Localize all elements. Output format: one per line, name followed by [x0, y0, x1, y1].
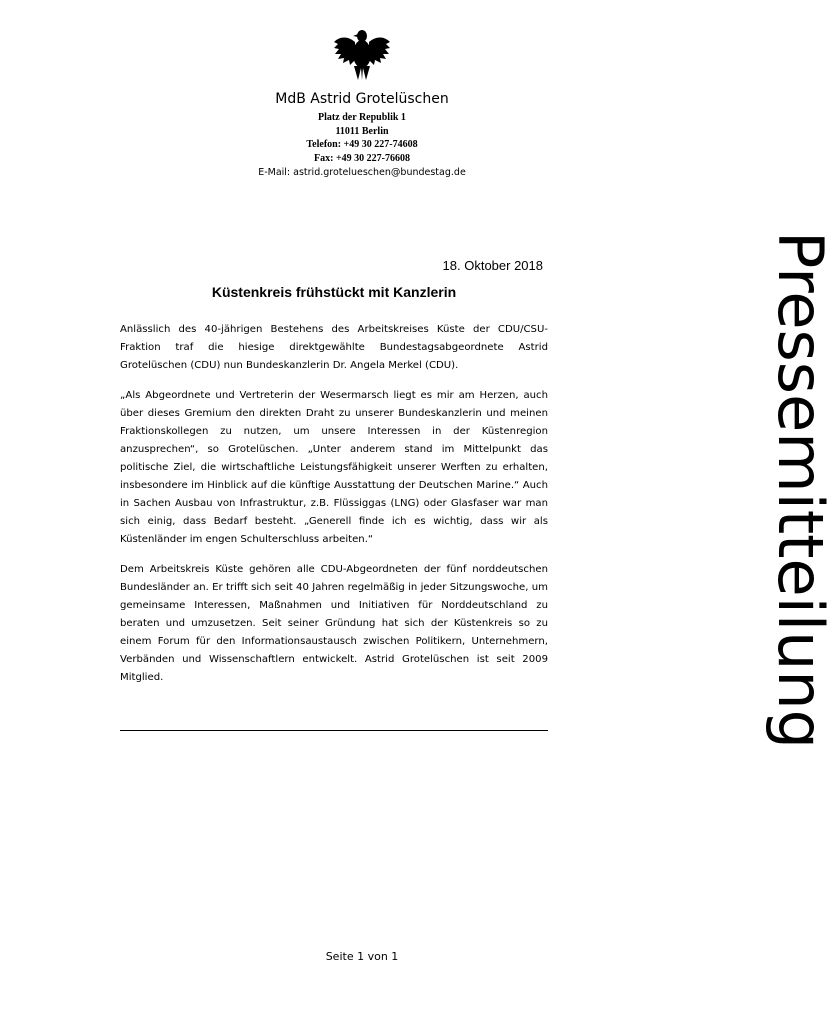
headline: Küstenkreis frühstückt mit Kanzlerin: [211, 284, 457, 300]
sender-address-block: [200, 90, 524, 180]
sender-street: Platz der Republik 1: [318, 112, 406, 123]
paragraph: Dem Arbeitskreis Küste gehören alle CDU-Abgeordneten der fünf norddeutschen Bundesländer an. Er trifft sich seit 40 Jahren regelmäßig in jeder Sitzungswoche, um gemeinsame Interessen, Maßnahmen und Initiativen für Norddeutschland zu beraten und umzusetzen. Seit seiner Gründung hat sich der Küstenkreis so zu einem Forum für den Informationsaustausch zwischen Politikern, Unternehmern, Verbänden und Wissenschaftlern entwickelt. Astrid Grotelüschen ist seit 2009 Mitglied.: [120, 564, 548, 683]
sender-fax: Fax: +49 30 227-76608: [314, 152, 410, 164]
sender-name: MdB Astrid Grotelüschen: [275, 91, 449, 107]
press-release-body: [120, 321, 548, 699]
divider-line: [120, 730, 548, 731]
release-date: 18. Oktober 2018: [442, 258, 543, 273]
sender-email[interactable]: E-Mail: astrid.grotelueschen@bundestag.de: [258, 167, 466, 178]
page-number: Seite 1 von 1: [325, 950, 399, 963]
paragraph: „Als Abgeordnete und Vertreterin der Wesermarsch liegt es mir am Herzen, auch über dieses Gremium den direkten Draht zu unserer Bundeskanzlerin und meinen Fraktionskollegen zu nutzen, um unsere Interessen in der Küstenregion anzusprechen“, so Grotelüschen. „Unter anderem stand im Mittelpunkt das politische Ziel, die wirtschaftliche Leistungsfähigkeit unserer Werften zu erhalten, insbesondere im Hinblick auf die künftige Ausstattung der Deutschen Marine.“ Auch in Sachen Ausbau von Infrastruktur, z.B. Flüssiggas (LNG) oder Glasfaser war man sich einig, dass Bedarf besteht. „Generell finde ich es wichtig, dass wir als Küstenländer im engen Schulterschluss arbeiten.“: [120, 390, 548, 545]
federal-eagle-logo: [332, 22, 392, 82]
paragraph: Anlässlich des 40-jährigen Bestehens des Arbeitskreises Küste der CDU/CSU-Fraktion traf die hiesige direktgewählte Bundestagsabgeordnete Astrid Grotelüschen (CDU) nun Bundeskanzlerin Dr. Angela Merkel (CDU).: [120, 324, 548, 371]
sender-city: 11011 Berlin: [335, 125, 389, 137]
sender-phone: Telefon: +49 30 227-74608: [306, 139, 418, 150]
press-release-vertical-title: Pressemitteilung: [764, 230, 837, 750]
